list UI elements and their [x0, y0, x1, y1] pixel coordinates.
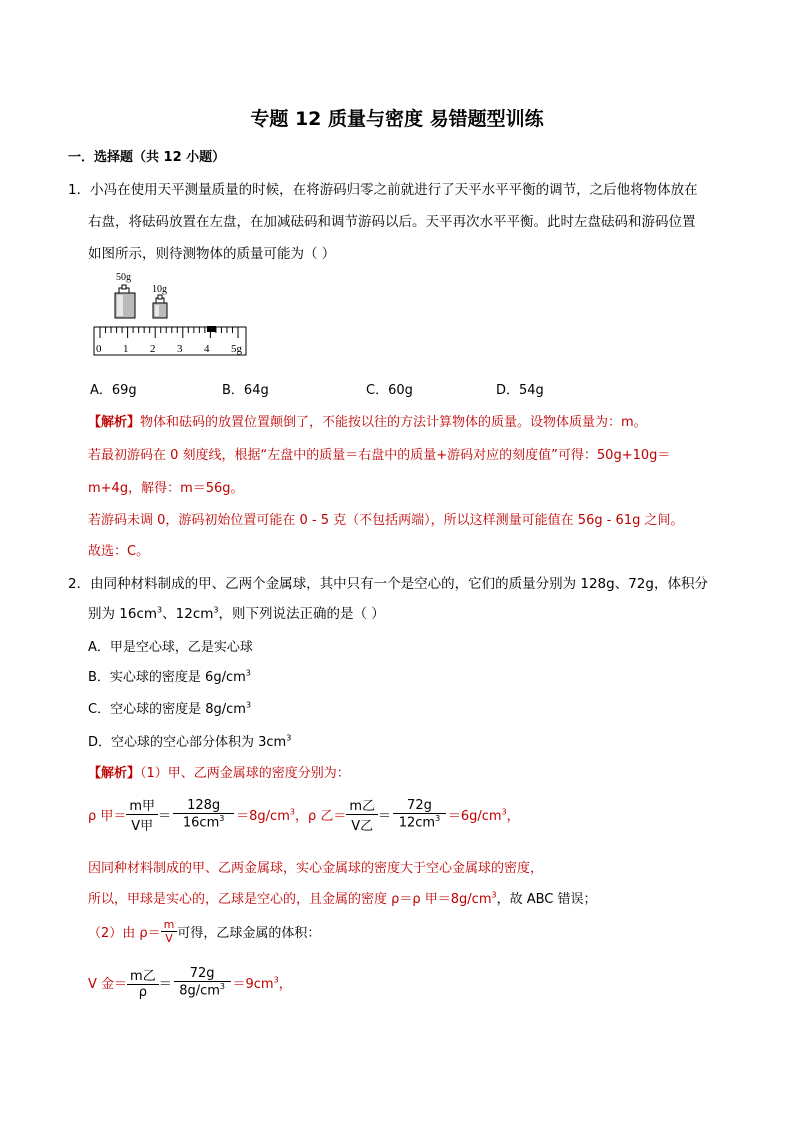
rider-marker: [207, 326, 216, 332]
f1-sep: ，ρ 乙＝: [294, 809, 347, 824]
scale-label-3: 3: [177, 343, 183, 355]
f1-den4: 12cm: [398, 815, 436, 831]
frac-72-8: [174, 966, 231, 998]
q2-option-b: [88, 666, 251, 685]
sup-3: 3: [286, 733, 292, 743]
q1-analysis-line5: 故选：C。: [88, 544, 150, 559]
q2-option-d: [88, 731, 291, 750]
sup-3: 3: [245, 668, 251, 678]
q1-analysis-tag: 【解析】: [88, 415, 141, 430]
balance-figure: [90, 268, 260, 360]
sup-3: 3: [219, 982, 226, 992]
q2-option-c: [88, 698, 251, 717]
q2-analysis-line1: [88, 762, 350, 781]
f1-den3: V乙: [351, 819, 374, 834]
frac-m-v: [161, 918, 178, 945]
weight-10g-icon: [153, 295, 167, 318]
q2-a4-b: 可得，乙球金属的体积：: [177, 926, 321, 941]
weight-10g-label: 10g: [152, 284, 167, 295]
f1-eq: ＝: [158, 809, 172, 824]
sup-3: 3: [289, 807, 295, 817]
sup-3: 3: [491, 890, 497, 900]
q1-option-b: B．64g: [222, 383, 269, 398]
sup-3: 3: [157, 605, 163, 615]
f1-res2: ＝6g/cm: [447, 809, 502, 824]
scale-label-1: 1: [123, 343, 129, 355]
volume-formula: [88, 965, 292, 1000]
q1-line1: 1．小冯在使用天平测量质量的时候，在将游码归零之前就进行了天平水平平衡的调节，之后他将物体放在: [68, 182, 698, 198]
q1-option-a: A．69g: [90, 383, 137, 398]
a4-den: V: [165, 932, 173, 945]
frac-m-jia: [126, 795, 158, 834]
q2-a3-a: 所以，甲球是实心的，乙球是空心的，且金属的密度 ρ＝ρ 甲＝8g/cm: [88, 892, 492, 907]
f2-num1: m乙: [127, 965, 159, 985]
frac-72-12: [393, 798, 446, 830]
q1-analysis-line3: m+4g，解得：m＝56g。: [88, 481, 244, 496]
q2-line2: [88, 602, 385, 622]
weight-50g-icon: [115, 285, 135, 318]
f2-eq: ＝: [158, 977, 172, 992]
weight-50g-label: 50g: [116, 272, 131, 283]
q2-option-a: A．甲是空心球，乙是实心球: [88, 640, 253, 655]
f1-num4: 72g: [393, 798, 446, 814]
f1-res: ＝8g/cm: [236, 809, 290, 824]
f2-den2: 8g/cm: [179, 983, 220, 999]
f2-res-wrap: [233, 977, 292, 992]
scale-label-4: 4: [204, 343, 210, 355]
f1-res2-wrap: [448, 809, 520, 824]
q2-line1: 2．由同种材料制成的甲、乙两个金属球，其中只有一个是空心的，它们的质量分别为 128g、72g，体积分: [68, 576, 708, 592]
section-heading: 一．选择题（共 12 小题）: [68, 150, 226, 165]
scale-label-0: 0: [96, 343, 102, 355]
f1-num1: m甲: [126, 795, 158, 815]
sup-3: 3: [219, 814, 225, 824]
f1-res-wrap: [236, 809, 346, 824]
sup-3: 3: [435, 814, 441, 824]
f2-den1: ρ: [138, 985, 147, 1000]
f2-end: ，: [278, 977, 292, 992]
q2-option-c-text: C．空心球的密度是 8g/cm: [88, 702, 246, 717]
q2-analysis-line4: [88, 918, 320, 945]
q2-analysis-text1: （1）甲、乙两金属球的密度分别为：: [140, 766, 350, 781]
q1-line3: 如图所示，则待测物体的质量可能为（ ）: [88, 246, 336, 262]
f1-den1: V甲: [131, 819, 154, 834]
f1-eq2: ＝: [378, 809, 392, 824]
f1-end: ，: [506, 809, 520, 824]
q2-line2-a: 别为 16cm: [88, 606, 158, 622]
q2-line2-b: 、12cm: [162, 606, 214, 622]
q1-analysis-text1: 物体和砝码的放置位置颠倒了，不能按以往的方法计算物体的质量。设物体质量为：m。: [140, 415, 647, 430]
sup-3: 3: [245, 700, 252, 710]
f1-den2: 16cm: [182, 815, 220, 831]
f1-lhs: ρ 甲＝: [88, 809, 127, 824]
f1-num2: 128g: [173, 798, 234, 814]
scale-label-5: 5g: [231, 343, 242, 355]
f1-num3: m乙: [346, 795, 378, 815]
q2-analysis-line2: 因同种材料制成的甲、乙两金属球，实心金属球的密度大于空心金属球的密度，: [88, 861, 544, 876]
f2-lhs: V 金＝: [88, 977, 128, 992]
q2-analysis-tag: 【解析】: [88, 766, 141, 781]
page-title: 专题 12 质量与密度 易错题型训练: [250, 108, 544, 130]
q2-option-d-text: D．空心球的空心部分体积为 3cm: [88, 735, 287, 750]
f2-res: ＝9cm: [232, 977, 274, 992]
q1-option-c: C．60g: [366, 383, 413, 398]
q1-analysis-line1: [88, 411, 647, 430]
q1-analysis-line2: 若最初游码在 0 刻度线，根据“左盘中的质量＝右盘中的质量+游码对应的刻度值”可得：50g+10g＝: [88, 448, 671, 463]
sup-3: 3: [501, 807, 507, 817]
q2-option-b-text: B．实心球的密度是 6g/cm: [88, 670, 246, 685]
sup-3: 3: [213, 605, 219, 615]
frac-m-yi: [346, 795, 378, 834]
q1-analysis-line4: 若游码未调 0，游码初始位置可能在 0 - 5 克（不包括两端），所以这样测量可能值在 56g - 61g 之间。: [88, 513, 684, 528]
q1-option-d: D．54g: [496, 383, 544, 398]
q2-line2-c: ，则下列说法正确的是（ ）: [218, 606, 385, 622]
frac-m-rho: [127, 965, 159, 1000]
a4-num: m: [161, 918, 178, 932]
q1-line2: 右盘，将砝码放置在左盘，在加减砝码和调节游码以后。天平再次水平平衡。此时左盘砝码和游码位置: [88, 214, 696, 230]
q2-a3-b: ，故 ABC 错误；: [496, 892, 597, 907]
q2-analysis-line3: [88, 888, 597, 907]
q2-a4-a: （2）由 ρ＝: [88, 926, 161, 941]
density-formula-1: [88, 795, 520, 834]
scale-label-2: 2: [150, 343, 156, 355]
frac-128-16: [173, 798, 234, 830]
sup-3: 3: [273, 975, 279, 985]
f2-num2: 72g: [174, 966, 231, 982]
balance-figure-svg: [90, 268, 260, 360]
